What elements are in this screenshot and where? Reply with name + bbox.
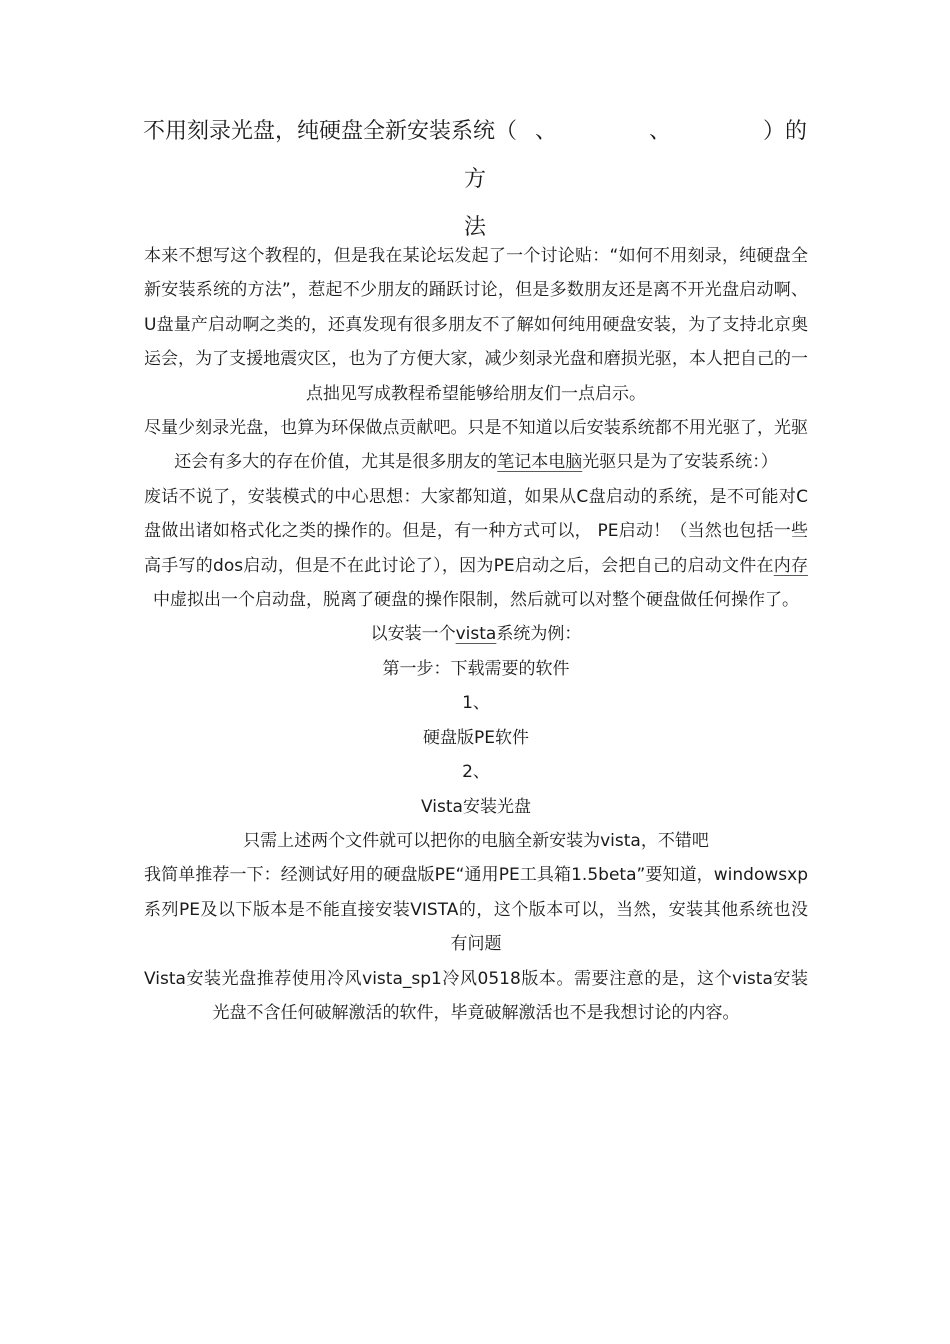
paragraph-example bbox=[144, 617, 808, 651]
document-title bbox=[140, 108, 810, 252]
list-item: Vista安装光盘 bbox=[421, 796, 531, 817]
title-line2: 法 bbox=[463, 215, 486, 240]
title-separator: 、 bbox=[534, 119, 557, 144]
vista-link[interactable]: vista bbox=[455, 624, 497, 645]
list-item: 硬盘版PE软件 bbox=[423, 727, 529, 748]
list-item-number: 2、 bbox=[462, 762, 490, 783]
title-line1: 不用刻录光盘，纯硬盘全新安装系统（ bbox=[142, 119, 517, 144]
title-line1-end: ）的方 bbox=[463, 119, 808, 192]
paragraph-summary: 只需上述两个文件就可以把你的电脑全新安装为vista，不错吧 bbox=[243, 830, 709, 851]
document-body bbox=[144, 239, 808, 1030]
title-separator: 、 bbox=[649, 119, 672, 144]
step-heading: 第一步：下载需要的软件 bbox=[382, 658, 570, 679]
laptop-link[interactable]: 笔记本电脑 bbox=[497, 452, 583, 473]
paragraph-text: 废话不说了，安装模式的中心思想：大家都知道，如果从C盘启动的系统，是不可能对C盘做出诸如格式化之类的操作的。但是，有一种方式可以， PE启动！（当然也包括一些高手写的dos启动，但是不在此讨论了），因为PE启动之后，会把自己的启动文件在 bbox=[144, 486, 808, 576]
paragraph-text: 中虚拟出一个启动盘，脱离了硬盘的操作限制，然后就可以对整个硬盘做任何操作了。 bbox=[153, 590, 799, 611]
paragraph-intro: 本来不想写这个教程的，但是我在某论坛发起了一个讨论贴：“如何不用刻录，纯硬盘全新安装系统的方法”，惹起不少朋友的踊跃讨论，但是多数朋友还是离不开光盘启动啊、U盘量产启动啊之类的，还真发现有很多朋友不了解如何纯用硬盘安装，为了支持北京奥运会，为了支援地震灾区，也为了方便大家，减少刻录光盘和磨损光驱，本人把自己的一点拙见写成教程希望能够给朋友们一点启示。 bbox=[144, 246, 808, 404]
list-item-number: 1、 bbox=[462, 693, 490, 714]
paragraph-text: 光驱只是为了安装系统：） bbox=[582, 452, 778, 473]
paragraph-principle bbox=[144, 480, 808, 618]
paragraph-environment bbox=[144, 411, 808, 480]
paragraph-text: 系统为例： bbox=[496, 624, 582, 645]
memory-link[interactable]: 内存 bbox=[773, 555, 809, 576]
paragraph-text: 尽量少刻录光盘，也算为环保做点贡献吧。只是不知道以后安装系统都不用光驱了，光驱还会有多大的存在价值，尤其是很多朋友的 bbox=[144, 418, 808, 473]
paragraph-text: 以安装一个 bbox=[370, 624, 456, 645]
paragraph-vista-recommendation: Vista安装光盘推荐使用冷风vista_sp1冷风0518版本。需要注意的是，这个vista安装光盘不含任何破解激活的软件，毕竟破解激活也不是我想讨论的内容。 bbox=[144, 968, 808, 1023]
paragraph-pe-recommendation: 我简单推荐一下：经测试好用的硬盘版PE“通用PE工具箱1.5beta”要知道，windowsxp系列PE及以下版本是不能直接安装VISTA的，这个版本可以，当然，安装其他系统也没有问题 bbox=[144, 865, 808, 955]
